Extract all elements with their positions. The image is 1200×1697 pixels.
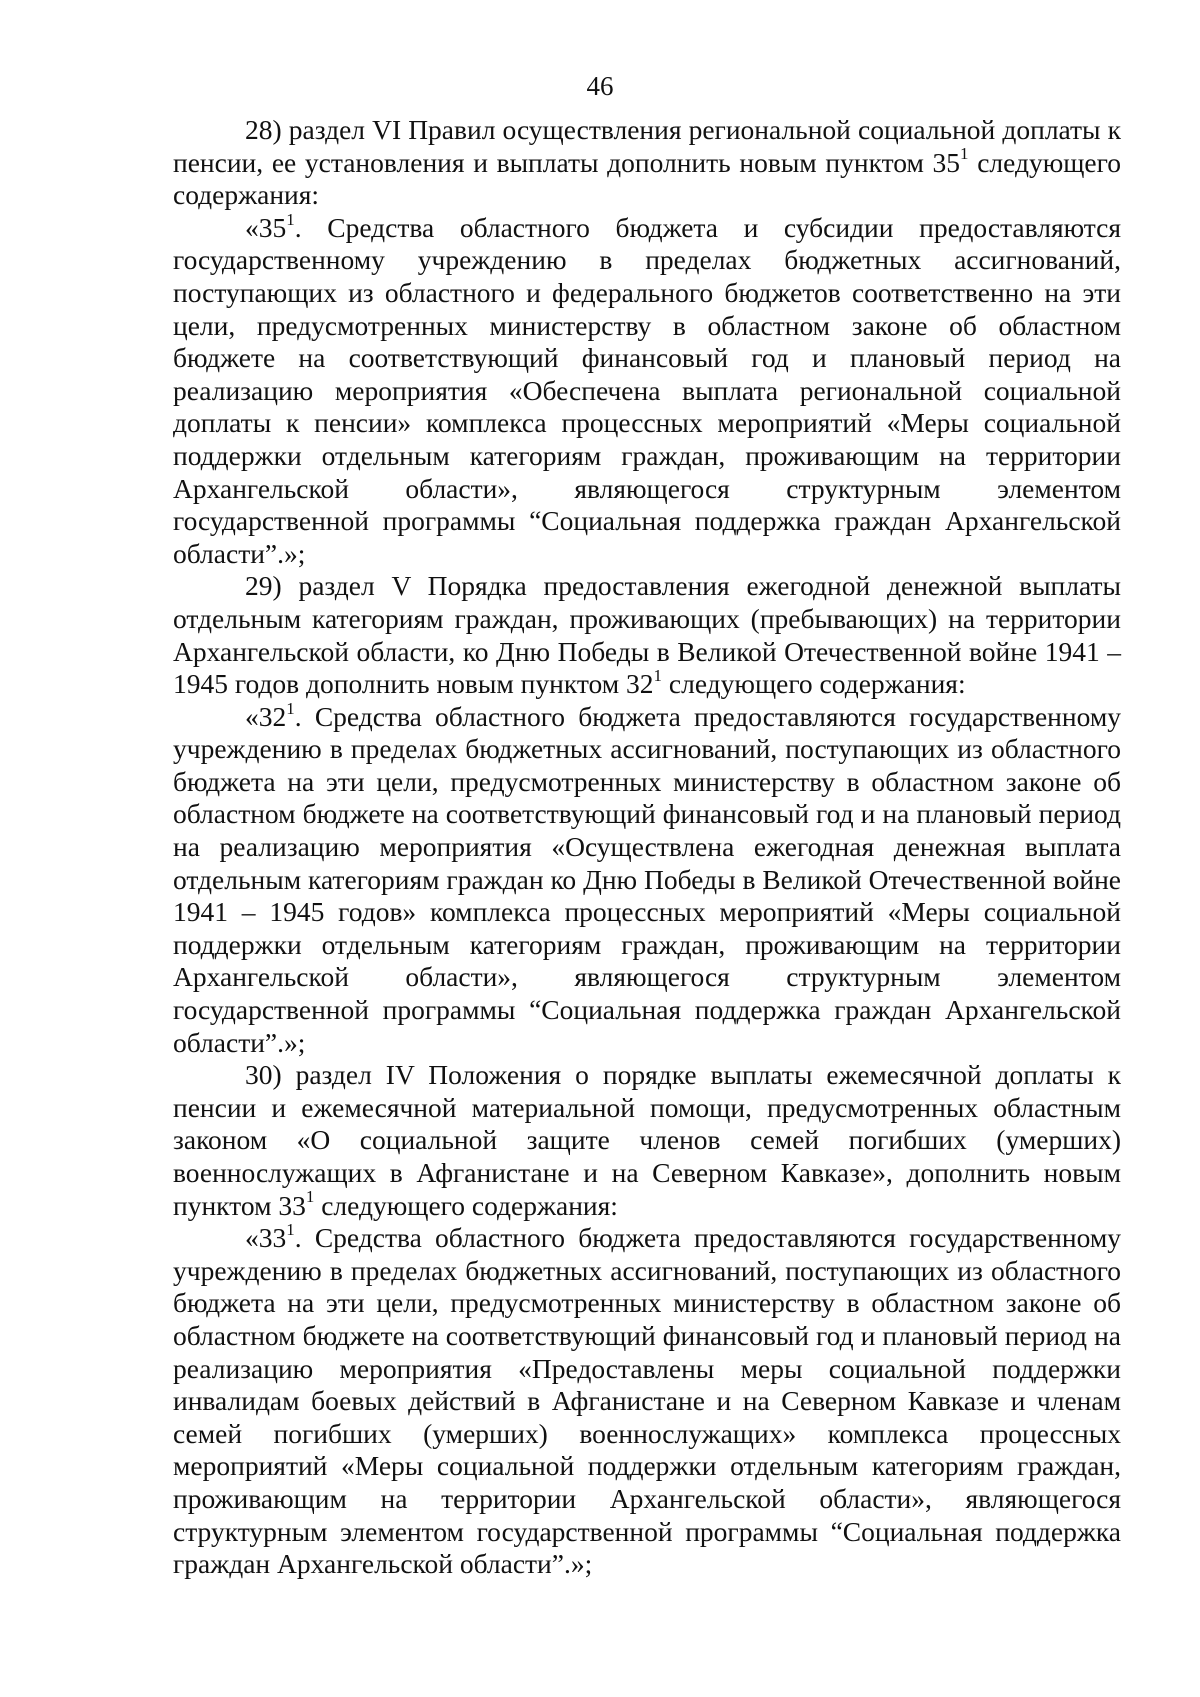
paragraph-text: «33	[245, 1222, 287, 1254]
paragraph-item-30	[173, 1059, 1121, 1222]
paragraph-text: 28) раздел VI Правил осуществления региональной социальной доплаты к пенсии, ее установления и выплаты дополнить новым пунктом 35	[173, 114, 1121, 178]
document-body	[173, 114, 1121, 1581]
paragraph-item-28	[173, 114, 1121, 212]
superscript-index: 1	[286, 1220, 295, 1240]
paragraph-text: 29) раздел V Порядка предоставления ежегодной денежной выплаты отдельным категориям граждан, проживающих (пребывающих) на территории Архангельской области, ко Дню Победы в Великой Отечественной войне 1941 – 1945 годов дополнить новым пунктом 32	[173, 570, 1121, 700]
page-number: 46	[586, 71, 614, 101]
paragraph-point-33-1	[173, 1222, 1121, 1581]
paragraph-text: . Средства областного бюджета и субсидии предоставляются государственному учреждению в пределах бюджетных ассигнований, поступающих из областного и федерального бюджетов соответственно на эти цели, предусмотренных министерству в областном законе об областном бюджете на соответствующий финансовый год и плановый период на реализацию мероприятия «Обеспечена выплата региональной социальной доплаты к пенсии» комплекса процессных мероприятий «Меры социальной поддержки отдельным категориям граждан, проживающим на территории Архангельской области», являющегося структурным элементом государственной программы “Социальная поддержка граждан Архангельской области”.»;	[173, 211, 1121, 569]
paragraph-point-35-1	[173, 209, 1121, 571]
paragraph-text: 30) раздел IV Положения о порядке выплаты ежемесячной доплаты к пенсии и ежемесячной материальной помощи, предусмотренных областным законом «О социальной защите членов семей погибших (умерших) военнослужащих в Афганистане и на Северном Кавказе», дополнить новым пунктом 33	[173, 1059, 1121, 1221]
superscript-index: 1	[653, 665, 663, 685]
paragraph-text: следующего содержания:	[173, 146, 1121, 211]
paragraph-text: . Средства областного бюджета предоставляются государственному учреждению в пределах бюджетных ассигнований, поступающих из областного бюджета на эти цели, предусмотренных министерству в областном законе об областном бюджете на соответствующий финансовый год и на плановый период на реализацию мероприятия «Осуществлена ежегодная денежная выплата отдельным категориям граждан ко Дню Победы в Великой Отечественной войне 1941 – 1945 годов» комплекса процессных мероприятий «Меры социальной поддержки отдельным категориям граждан, проживающим на территории Архангельской области», являющегося структурным элементом государственной программы “Социальная поддержка граждан Архангельской области”.»;	[173, 700, 1121, 1058]
superscript-index: 1	[286, 698, 295, 718]
paragraph-text: «35	[245, 211, 287, 243]
superscript-index: 1	[960, 144, 969, 164]
paragraph-text: . Средства областного бюджета предоставляются государственному учреждению в пределах бюджетных ассигнований, поступающих из областного бюджета на эти цели, предусмотренных министерству в областном законе об областном бюджете на соответствующий финансовый год и плановый период на реализацию мероприятия «Предоставлены меры социальной поддержки инвалидам боевых действий в Афганистане и на Северном Кавказе и членам семей погибших (умерших) военнослужащих» комплекса процессных мероприятий «Меры социальной поддержки отдельным категориям граждан, проживающим на территории Архангельской области», являющегося структурным элементом государственной программы “Социальная поддержка граждан Архангельской области”.»;	[173, 1222, 1121, 1580]
paragraph-point-32-1	[173, 698, 1121, 1060]
paragraph-text: следующего содержания:	[662, 668, 966, 700]
paragraph-text: следующего содержания:	[314, 1189, 618, 1221]
paragraph-item-29	[173, 570, 1121, 700]
paragraph-text: «32	[245, 700, 287, 732]
superscript-index: 1	[305, 1187, 315, 1207]
superscript-index: 1	[286, 209, 295, 229]
